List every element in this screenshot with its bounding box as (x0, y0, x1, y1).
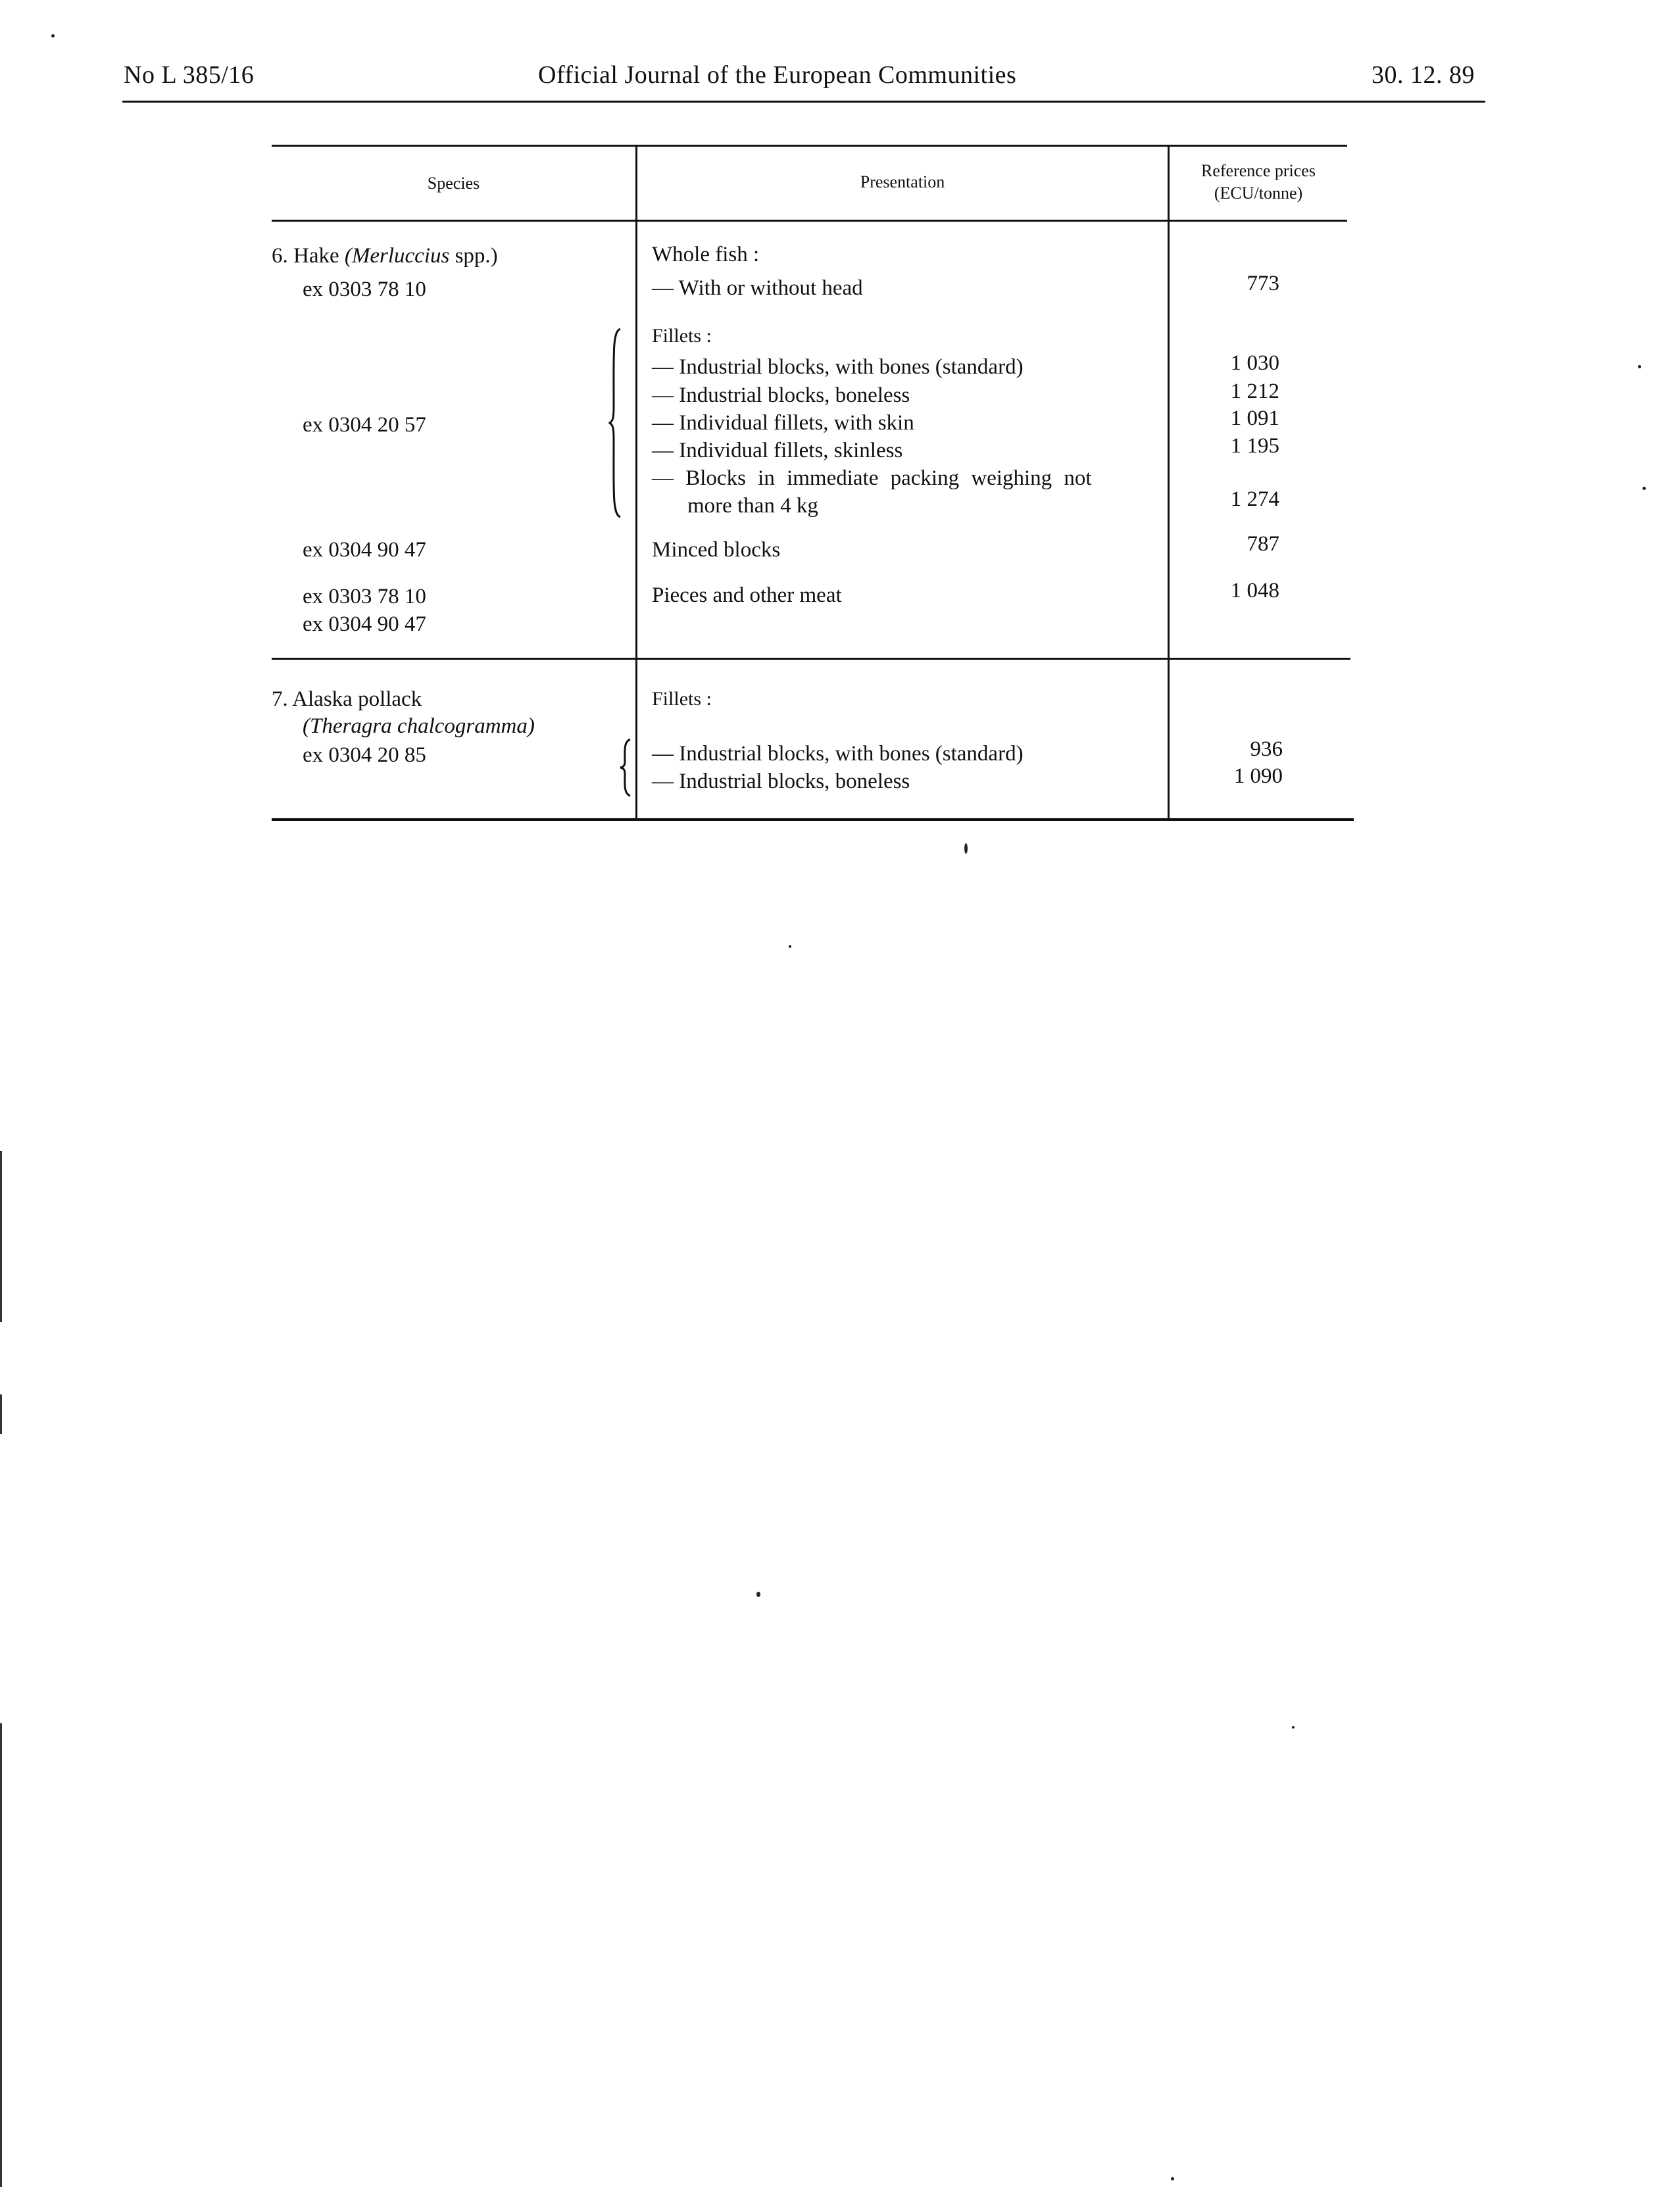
scan-speck (1292, 1726, 1295, 1729)
reference-prices-label: Reference prices (1201, 161, 1316, 180)
whole-fish-price: 773 (1247, 272, 1279, 295)
scan-edge-mark (0, 1151, 2, 1322)
code-hake-minced: ex 0304 90 47 (303, 538, 426, 562)
scan-edge-mark (0, 1723, 2, 2187)
column-header-species: Species (427, 174, 480, 193)
code-hake-fillets: ex 0304 20 57 (303, 413, 426, 437)
journal-title: Official Journal of the European Communities (538, 61, 1017, 89)
fillet-price-1: 1 030 (1230, 351, 1279, 375)
table-top-rule (272, 145, 1347, 147)
scan-speck (51, 34, 55, 37)
fillet-price-2: 1 212 (1230, 380, 1279, 403)
code-hake-pieces-2: ex 0304 90 47 (303, 612, 426, 636)
scan-speck (789, 945, 791, 948)
pieces-price: 1 048 (1230, 579, 1279, 602)
scan-speck (964, 843, 968, 854)
column-header-reference-prices (1170, 160, 1347, 205)
species-hake (272, 242, 498, 270)
fillet-item-4: — Individual fillets, skinless (652, 439, 903, 462)
minced-blocks-label: Minced blocks (652, 538, 781, 562)
species-hake-spp: spp.) (449, 244, 498, 268)
species-hake-latin: (Merluccius (344, 244, 450, 268)
code-hake-whole: ex 0303 78 10 (303, 278, 426, 301)
minced-blocks-price: 787 (1247, 532, 1279, 556)
column-divider-1 (635, 145, 637, 820)
alaska-price-1: 936 (1250, 737, 1283, 761)
alaska-item-1: — Industrial blocks, with bones (standard) (652, 742, 1024, 766)
fillet-item-3: — Individual fillets, with skin (652, 411, 914, 435)
table-header-rule (272, 220, 1347, 222)
fillets-label: Fillets : (652, 325, 712, 347)
column-header-presentation: Presentation (860, 172, 945, 191)
scan-speck (1638, 365, 1641, 368)
scan-speck (1643, 487, 1646, 490)
fillet-item-5-continuation: more than 4 kg (687, 494, 818, 518)
species-hake-name: 6. Hake (272, 244, 345, 268)
fillet-item-1: — Industrial blocks, with bones (standard) (652, 355, 1024, 379)
fillet-price-5: 1 274 (1230, 487, 1279, 511)
scan-speck (756, 1592, 760, 1597)
reference-prices-unit: (ECU/tonne) (1214, 184, 1303, 203)
alaska-fillets-label: Fillets : (652, 688, 712, 710)
brace-alaska-fillets (618, 738, 633, 797)
species-alaska-pollack-latin: (Theragra chalcogramma) (303, 714, 535, 738)
alaska-price-2: 1 090 (1233, 764, 1283, 788)
journal-number: No L 385/16 (124, 61, 255, 89)
whole-fish-label: Whole fish : (652, 243, 760, 266)
fillet-item-5: — Blocks in immediate packing weighing not (652, 466, 1092, 490)
fillet-item-2: — Industrial blocks, boneless (652, 383, 910, 407)
brace-hake-fillets (608, 328, 623, 518)
pieces-label: Pieces and other meat (652, 583, 842, 607)
alaska-item-2: — Industrial blocks, boneless (652, 770, 910, 793)
code-hake-pieces-1: ex 0303 78 10 (303, 585, 426, 608)
header-rule (122, 101, 1485, 103)
column-divider-2 (1168, 145, 1170, 820)
scan-edge-mark (0, 1394, 2, 1434)
table-group-rule (272, 658, 1350, 660)
table-bottom-rule (272, 818, 1354, 821)
code-alaska-pollack: ex 0304 20 85 (303, 743, 426, 767)
whole-fish-item: — With or without head (652, 276, 863, 300)
species-alaska-pollack: 7. Alaska pollack (272, 687, 422, 711)
scan-speck (1171, 2177, 1174, 2180)
journal-date: 30. 12. 89 (1371, 61, 1475, 89)
fillet-price-4: 1 195 (1230, 434, 1279, 458)
fillet-price-3: 1 091 (1230, 406, 1279, 430)
